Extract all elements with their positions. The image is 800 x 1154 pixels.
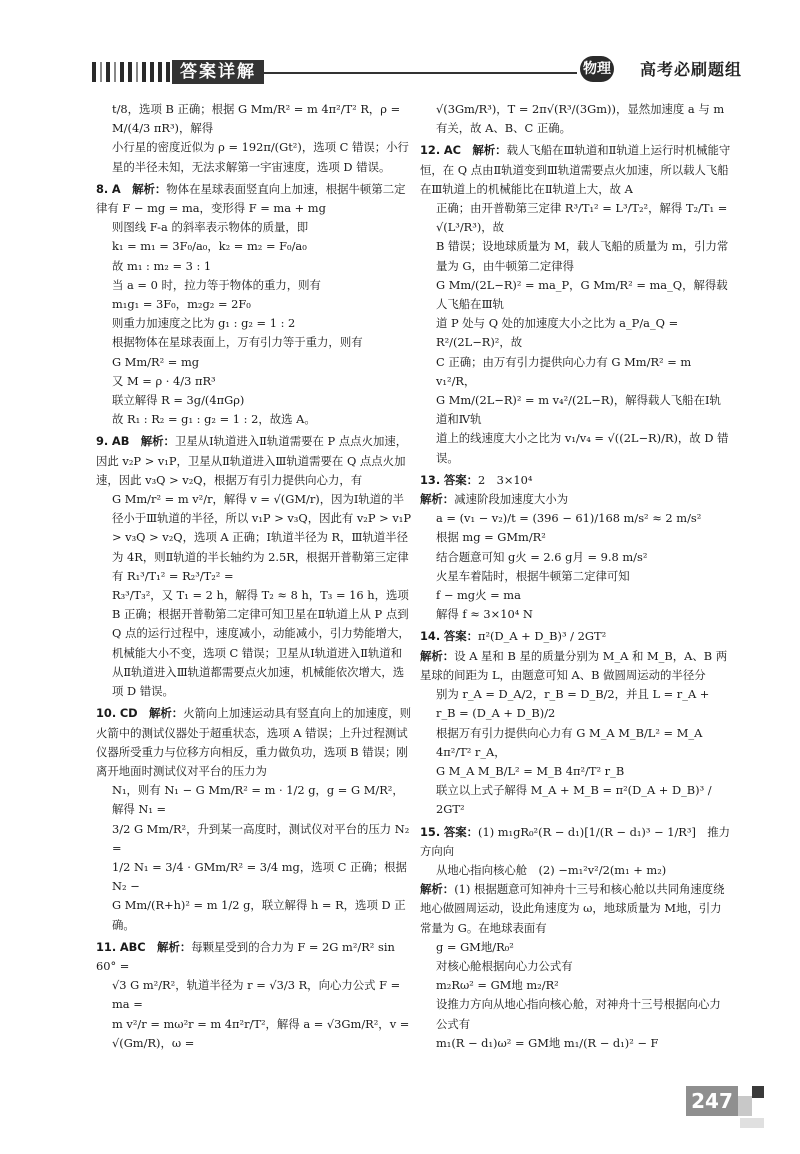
answer-text: 火星车着陆时，根据牛顿第二定律可知 [436,568,630,583]
answer-keyword: 解析： [420,648,455,663]
answer-text: 正确；由开普勒第三定律 R³/T₁² = L³/T₂²，解得 T₂/T₁ = √(L³/R³)，故 [436,201,728,235]
answer-line [420,490,732,509]
answer-line [420,1034,732,1053]
answer-line [96,353,412,372]
answer-line [420,314,732,352]
left-column [96,100,412,1053]
answer-text: 卫星从Ⅰ轨道进入Ⅱ轨道需要在 P 点点火加速，因此 v₂P > v₁P，卫星从Ⅱ轨道进入Ⅲ轨道需要在 Q 点点火加速，因此 v₃Q > v₂Q，根据万有引力提供向心力，有 [96,434,408,487]
answer-line [96,237,412,256]
answer-text: 从地心指向核心舱 (2) −m₁²v²/2(m₁ + m₂) [436,862,667,877]
answer-text: m v²/r = mω²r = m 4π²r/T²，解得 a = √3Gm/R²，v = √(Gm/R)，ω = [112,1016,410,1050]
answer-line [96,1015,412,1053]
answer-text: k₁ = m₁ = 3F₀/a₀，k₂ = m₂ = F₀/a₀ [112,239,307,254]
answer-line [96,314,412,333]
answer-text: √(3Gm/R³)，T = 2π√(R³/(3Gm))，显然加速度 a 与 m 有关，故 A、B、C 正确。 [436,102,725,136]
answer-line [420,509,732,528]
answer-text: G Mm/(R+h)² = m 1/2 g，联立解得 h = R，选项 D 正确。 [112,898,406,932]
answer-text: t/8，选项 B 正确；根据 G Mm/R² = m 4π²/T² R，ρ = M/(4/3 πR³)，解得 [112,102,401,136]
answer-line [96,138,412,176]
answer-line [420,724,732,762]
answer-text: N₁，则有 N₁ − G Mm/R² = m · 1/2 g，g = G M/R²，解得 N₁ = [112,783,404,817]
question-number: 10. [96,706,117,721]
answer-keyword: 解析： [420,882,455,897]
answer-line [420,957,732,976]
answer-line [420,861,732,880]
answer-text: 别为 r_A = D_A/2，r_B = D_B/2，并且 L = r_A + r_B = (D_A + D_B)/2 [436,687,710,721]
answer-text: (1) m₁gR₀²(R − d₁)[1/(R − d₁)³ − 1/R³] 推力方向向 [420,824,731,858]
answer-text: 对核心舱根据向心力公式有 [436,958,573,973]
answer-text: 根据 mg = GMm/R² [436,530,546,545]
answer-text: 道 P 处与 Q 处的加速度大小之比为 a_P/a_Q = R²/(2L−R)²，故 [436,316,679,350]
answer-text: G Mm/r² = m v²/r，解得 v = √(GM/r)，因为Ⅰ轨道的半径小于Ⅲ轨道的半径，所以 v₁P > v₃Q，因此有 v₂P > v₁P > v₃Q > v₂Q，选项 A 正确；Ⅰ轨道半径为 R，Ⅲ轨道半径为 4R，则Ⅱ轨道的半长轴约为 2.5R，根据开普勒第三定律有 R₁³/T₁² = R₂³/T₂² = [112,492,411,583]
answer-keyword: AB 解析： [111,434,175,449]
answer-line [420,199,732,237]
answer-text: G Mm/(2L−R)² = m v₄²/(2L−R)，解得载人飞船在Ⅰ轨道和Ⅳ轨 [436,393,721,427]
answer-text: 载人飞船在Ⅲ轨道和Ⅱ轨道上运行时机械能守恒，在 Q 点由Ⅱ轨道变到Ⅲ轨道需要点火加速，所以载人飞船在Ⅲ轨道上的机械能比在Ⅱ轨道上大，故 A [420,143,731,196]
answer-text: R₃³/T₃²，又 T₁ = 2 h，解得 T₂ ≈ 8 h，T₃ = 16 h，选项 B 正确；根据开普勒第二定律可知卫星在Ⅱ轨道上从 P 点到 Q 点的运行过程中，速度减小，动能减小，引力势能增大，机械能大小不变，选项 C 错误；卫星从Ⅰ轨道进入Ⅱ轨道和从Ⅱ轨道进入Ⅲ轨道都需要点火加速，机械能依次增大，选项 D 错误。 [112,588,410,699]
answer-text: 故 m₁ : m₂ = 3 : 1 [112,258,212,273]
answer-text: G Mm/R² = mg [112,354,200,369]
answer-line [96,896,412,934]
answer-text: 当 a = 0 时，拉力等于物体的重力，则有 [112,277,321,292]
answer-line [420,276,732,314]
answer-line [96,858,412,896]
answer-keyword: CD 解析： [119,706,184,721]
answer-line [420,237,732,275]
question-number: 13. [420,472,441,487]
right-column [420,100,732,1053]
answer-line [96,218,412,237]
answer-text: 又 M = ρ · 4/3 πR³ [112,373,216,388]
book-title: 高考必刷题组 [640,60,743,79]
answer-text: B 错误；设地球质量为 M，载人飞船的质量为 m，引力常量为 G，由牛顿第二定律得 [436,239,729,273]
answer-line [96,781,412,819]
answer-line [96,938,412,976]
page-number: 247 [686,1086,738,1116]
answer-keyword: 答案： [443,824,478,839]
answer-line [420,391,732,429]
page-number-decoration [740,1118,764,1128]
answer-text: a = (v₁ − v₂)/t = (396 − 61)/168 m/s² ≈ 2 m/s² [436,511,702,526]
page-header [0,0,800,100]
answer-line [420,880,732,938]
answer-text: m₁(R − d₁)ω² = GM地 m₁/(R − d₁)² − F [436,1035,659,1050]
page-number-decoration [752,1086,764,1098]
question-number: 9. [96,434,109,449]
question-number: 8. [96,181,109,196]
answer-line [420,823,732,861]
answer-line [420,647,732,685]
answer-line [420,528,732,547]
section-title: 答案详解 [172,60,264,84]
answer-line [96,276,412,295]
answer-text: 故 R₁ : R₂ = g₁ : g₂ = 1 : 2，故选 A。 [112,412,316,427]
answer-text: 3/2 G Mm/R²，升到某一高度时，测试仪对平台的压力 N₂ = [112,821,410,855]
answer-line [420,586,732,605]
answer-line [420,781,732,819]
header-rule [262,72,577,74]
answer-line [420,429,732,467]
answer-text: π²(D_A + D_B)³ / 2GT² [478,629,607,644]
answer-line [96,976,412,1014]
answer-text: m₁g₁ = 3F₀，m₂g₂ = 2F₀ [112,297,251,312]
question-number: 15. [420,824,441,839]
answer-keyword: 答案： [443,629,478,644]
page-number-decoration [738,1096,752,1116]
answer-line [420,548,732,567]
answer-line [420,976,732,995]
answer-text: 根据物体在星球表面上，万有引力等于重力，则有 [112,335,363,350]
answer-line [420,627,732,646]
answer-text: 根据万有引力提供向心力有 G M_A M_B/L² = M_A 4π²/T² r_A， [436,725,703,759]
answer-keyword: AC 解析： [443,143,507,158]
answer-text: 物体在星球表面竖直向上加速，根据牛顿第二定律有 F − mg = ma，变形得 F = ma + mg [96,181,406,216]
answer-text: m₂Rω² = GM地 m₂/R² [436,978,559,993]
answer-line [420,353,732,391]
answer-line [96,100,412,138]
answer-text: 则重力加速度之比为 g₁ : g₂ = 1 : 2 [112,316,296,331]
answer-text: 联立解得 R = 3g/(4πGρ) [112,393,245,408]
answer-text: 小行星的密度近似为 ρ = 192π/(Gt²)，选项 C 错误；小行星的半径未知，无法求解第一宇宙速度，选项 D 错误。 [112,140,409,174]
answer-text: G Mm/(2L−R)² = ma_P，G Mm/R² = ma_Q，解得载人飞船在Ⅲ轨 [436,277,728,312]
answer-line [96,295,412,314]
subject-badge: 物理 [580,56,614,82]
answer-line [420,938,732,957]
answer-line [96,333,412,352]
answer-line [420,685,732,723]
answer-text: f − mg火 = ma [436,588,521,603]
answer-line [420,141,732,199]
answer-line [96,820,412,858]
answer-line [420,762,732,781]
answer-keyword: 答案： [443,472,478,487]
answer-line [96,490,412,586]
answer-text: g = GM地/R₀² [436,939,514,954]
answer-line [96,391,412,410]
answer-line [420,567,732,586]
answer-line [420,100,732,138]
answer-text: √3 G m²/R²，轨道半径为 r = √3/3 R，向心力公式 F = ma = [112,978,401,1012]
answer-keyword: A 解析： [111,181,167,196]
answer-text: (1) 根据题意可知神舟十三号和核心舱以共同角速度绕地心做圆周运动，设此角速度为 ω，地球质量为 M地，引力常量为 G。在地球表面有 [420,882,725,935]
answer-line [96,410,412,429]
answer-text: 设 A 星和 B 星的质量分别为 M_A 和 M_B，A、B 两星球的间距为 L，由题意可知 A、B 做圆周运动的半径分 [420,648,728,682]
answer-text: 2 3×10⁴ [478,472,533,487]
answer-text: 结合题意可知 g火 = 2.6 g月 = 9.8 m/s² [436,549,648,564]
answer-line [96,432,412,490]
answer-keyword: ABC 解析： [119,939,192,954]
answer-text: 解得 f ≈ 3×10⁴ N [436,607,533,622]
answer-text: 道上的线速度大小之比为 v₁/v₄ = √((2L−R)/R)，故 D 错误。 [436,431,729,465]
answer-text: 每颗星受到的合力为 F = 2G m²/R² sin 60° = [96,939,395,973]
answer-text: C 正确；由万有引力提供向心力有 G Mm/R² = m v₁²/R， [436,354,692,388]
question-number: 11. [96,939,117,954]
answer-line [96,704,412,781]
question-number: 12. [420,143,441,158]
answer-text: 则图线 F-a 的斜率表示物体的质量，即 [112,220,309,235]
answer-line [420,605,732,624]
answer-text: G M_A M_B/L² = M_B 4π²/T² r_B [436,763,625,778]
answer-text: 减速阶段加速度大小为 [454,492,569,507]
answer-text: 1/2 N₁ = 3/4 · GMm/R² = 3/4 mg，选项 C 正确；根据 N₂ − [112,859,407,894]
answer-line [96,180,412,218]
answer-line [420,995,732,1033]
answer-line [96,372,412,391]
question-number: 14. [420,629,441,644]
answer-text: 设推力方向从地心指向核心舱，对神舟十三号根据向心力公式有 [436,997,721,1031]
answer-line [96,586,412,701]
answer-line [96,257,412,276]
answer-text: 联立以上式子解得 M_A + M_B = π²(D_A + D_B)³ / 2GT² [436,783,712,817]
answer-text: 火箭向上加速运动具有竖直向上的加速度，则火箭中的测试仪器处于超重状态，选项 A 错误；上升过程测试仪器所受重力与位移方向相反，重力做负功，选项 B 错误；刚离开地面时测试仪对平台的压力为 [96,706,412,778]
answer-keyword: 解析： [420,492,455,507]
answer-line [420,471,732,490]
